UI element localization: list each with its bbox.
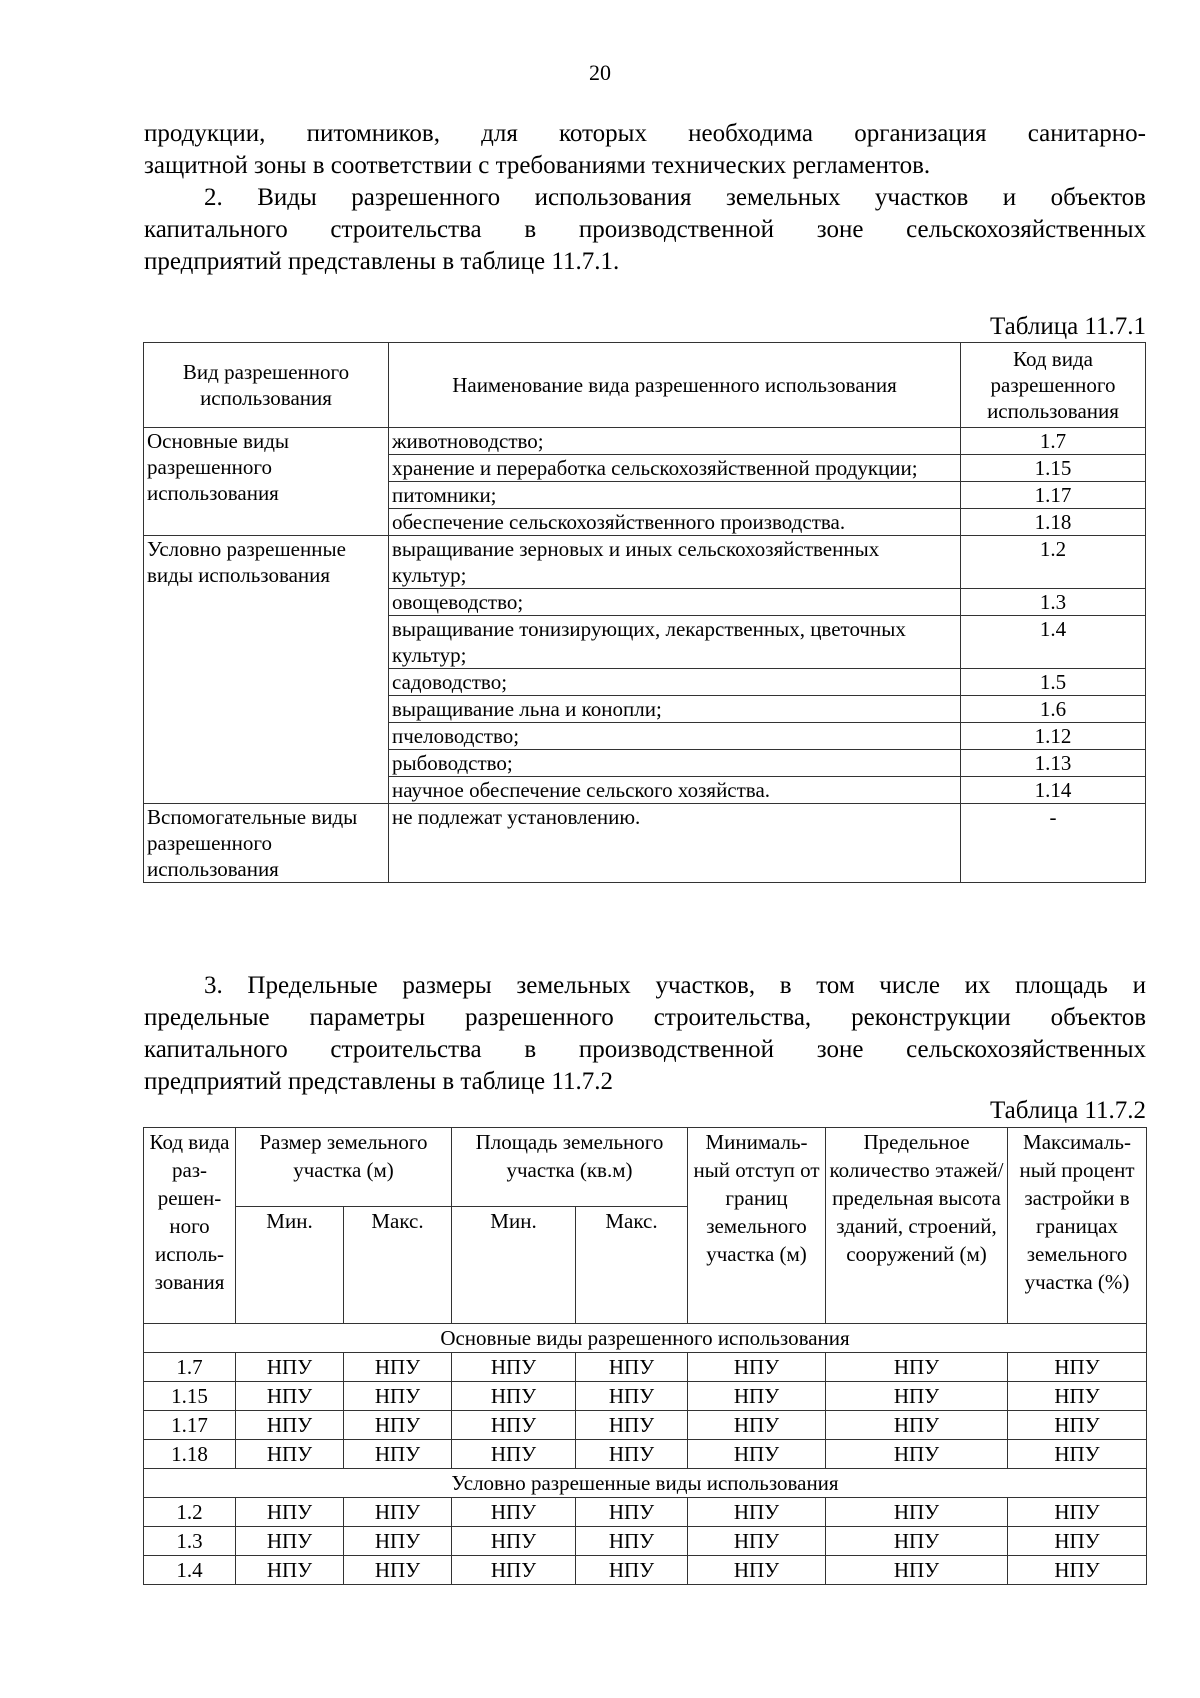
row-value: НПУ [826,1440,1008,1469]
para2-line-1-text: 2. Виды разрешенного использования земельных участков и объектов [204,184,1146,211]
row-value: НПУ [236,1411,344,1440]
row-value: НПУ [452,1382,576,1411]
table-row [144,1556,1147,1585]
row-value: НПУ [688,1440,826,1469]
section-main-label: Основные виды разрешенного использования [144,1324,1147,1353]
use-code: 1.14 [961,777,1146,804]
row-value: НПУ [1008,1411,1147,1440]
header-size-min: Мин. [236,1207,344,1324]
group-main: Основные виды разрешенного использования [144,428,389,536]
row-value: НПУ [236,1440,344,1469]
use-code: 1.7 [961,428,1146,455]
row-value: НПУ [452,1353,576,1382]
row-value: НПУ [344,1498,452,1527]
section-row [144,1469,1147,1498]
use-code: 1.3 [961,589,1146,616]
row-value: НПУ [688,1382,826,1411]
header-max-floors: Предельное количество этажей/ предельная высота зданий, строений, сооружений (м) [826,1128,1008,1324]
group-conditional: Условно разрешенные виды использования [144,536,389,804]
row-value: НПУ [576,1498,688,1527]
table2-conditional-section [144,1469,1147,1585]
table-row [144,428,1146,455]
row-value: НПУ [688,1527,826,1556]
table-row [144,1353,1147,1382]
row-value: НПУ [688,1556,826,1585]
row-value: НПУ [236,1382,344,1411]
page-number: 20 [589,60,611,85]
use-code: 1.12 [961,723,1146,750]
header-code: Код вида раз- решен- ного исполь- зования [144,1128,236,1324]
row-value: НПУ [826,1382,1008,1411]
row-code: 1.7 [144,1353,236,1382]
row-value: НПУ [688,1498,826,1527]
row-value: НПУ [344,1353,452,1382]
row-code: 1.17 [144,1411,236,1440]
permitted-use-table [143,342,1146,883]
use-code: 1.5 [961,669,1146,696]
use-name: питомники; [389,482,961,509]
para3-line-1 [144,970,1146,1002]
row-value: НПУ [344,1556,452,1585]
use-name: овощеводство; [389,589,961,616]
row-value: НПУ [1008,1498,1147,1527]
table-row [144,1382,1147,1411]
row-value: НПУ [1008,1353,1147,1382]
header-plot-area: Площадь земельного участка (кв.м) [452,1128,688,1207]
header-area-max: Макс. [576,1207,688,1324]
parameters-table [143,1127,1147,1585]
use-code: 1.13 [961,750,1146,777]
row-value: НПУ [236,1527,344,1556]
row-value: НПУ [344,1440,452,1469]
row-value: НПУ [1008,1440,1147,1469]
use-name: выращивание зерновых и иных сельскохозяйственных культур; [389,536,961,589]
row-value: НПУ [452,1498,576,1527]
row-value: НПУ [236,1353,344,1382]
intro-line-2: защитной зоны в соответствии с требованиями технических регламентов. [144,152,931,179]
table-row [144,1498,1147,1527]
use-name: рыбоводство; [389,750,961,777]
row-value: НПУ [452,1440,576,1469]
use-code: - [961,804,1146,883]
header-size-max: Макс. [344,1207,452,1324]
row-value: НПУ [236,1498,344,1527]
row-value: НПУ [452,1411,576,1440]
header-use-name: Наименование вида разрешенного использования [389,343,961,428]
header-area-min: Мин. [452,1207,576,1324]
row-value: НПУ [826,1556,1008,1585]
row-value: НПУ [688,1411,826,1440]
table-row [144,1411,1147,1440]
table2-caption: Таблица 11.7.2 [990,1097,1146,1124]
row-value: НПУ [236,1556,344,1585]
use-name: пчеловодство; [389,723,961,750]
header-use-type: Вид разрешенного использования [144,343,389,428]
para2-line-3: предприятий представлены в таблице 11.7.1. [144,248,620,275]
row-value: НПУ [826,1527,1008,1556]
row-code: 1.4 [144,1556,236,1585]
row-value: НПУ [826,1411,1008,1440]
row-value: НПУ [826,1498,1008,1527]
row-value: НПУ [576,1411,688,1440]
use-code: 1.6 [961,696,1146,723]
row-value: НПУ [576,1353,688,1382]
use-name: выращивание льна и конопли; [389,696,961,723]
group-auxiliary: Вспомогательные виды разрешенного использования [144,804,389,883]
use-name: животноводство; [389,428,961,455]
use-code: 1.18 [961,509,1146,536]
header-plot-size: Размер земельного участка (м) [236,1128,452,1207]
row-code: 1.3 [144,1527,236,1556]
use-name: не подлежат установлению. [389,804,961,883]
row-value: НПУ [344,1382,452,1411]
para3-line-4: предприятий представлены в таблице 11.7.2 [144,1068,613,1095]
header-use-code: Код вида разрешенного использования [961,343,1146,428]
row-value: НПУ [688,1353,826,1382]
table-row [144,804,1146,883]
use-code: 1.15 [961,455,1146,482]
row-code: 1.15 [144,1382,236,1411]
intro-line-1: продукции, питомников, для которых необходима организация санитарно- [144,120,1146,147]
row-value: НПУ [576,1556,688,1585]
row-value: НПУ [1008,1556,1147,1585]
intro-paragraph [144,118,1146,182]
para3-line-3: капитального строительства в производственной зоне сельскохозяйственных [144,1036,1146,1063]
para2-line-1 [144,182,1146,214]
use-code: 1.17 [961,482,1146,509]
table-row [144,536,1146,589]
para3-line-2: предельные параметры разрешенного строительства, реконструкции объектов [144,1004,1146,1031]
row-value: НПУ [1008,1382,1147,1411]
row-value: НПУ [452,1556,576,1585]
section-row [144,1324,1147,1353]
header-max-percent: Максималь- ный процент застройки в границах земельного участка (%) [1008,1128,1147,1324]
row-value: НПУ [344,1411,452,1440]
row-value: НПУ [452,1527,576,1556]
use-code: 1.4 [961,616,1146,669]
table-row [144,1527,1147,1556]
para3-line-1-text: 3. Предельные размеры земельных участков, в том числе их площадь и [204,972,1146,999]
row-code: 1.2 [144,1498,236,1527]
row-code: 1.18 [144,1440,236,1469]
row-value: НПУ [576,1527,688,1556]
table2-main-section [144,1324,1147,1469]
use-name: обеспечение сельскохозяйственного производства. [389,509,961,536]
use-code: 1.2 [961,536,1146,589]
section-conditional-label: Условно разрешенные виды использования [144,1469,1147,1498]
table2-header-row-1 [144,1128,1147,1207]
row-value: НПУ [1008,1527,1147,1556]
use-name: выращивание тонизирующих, лекарственных, цветочных культур; [389,616,961,669]
table1-caption: Таблица 11.7.1 [990,313,1146,340]
table1-header-row [144,343,1146,428]
para2-line-2: капитального строительства в производственной зоне сельскохозяйственных [144,216,1146,243]
header-min-offset: Минималь- ный отступ от границ земельного участка (м) [688,1128,826,1324]
use-name: научное обеспечение сельского хозяйства. [389,777,961,804]
row-value: НПУ [576,1440,688,1469]
paragraph-3 [144,970,1146,1098]
row-value: НПУ [576,1382,688,1411]
table-row [144,1440,1147,1469]
row-value: НПУ [344,1527,452,1556]
paragraph-2 [144,182,1146,278]
use-name: хранение и переработка сельскохозяйственной продукции; [389,455,961,482]
row-value: НПУ [826,1353,1008,1382]
use-name: садоводство; [389,669,961,696]
